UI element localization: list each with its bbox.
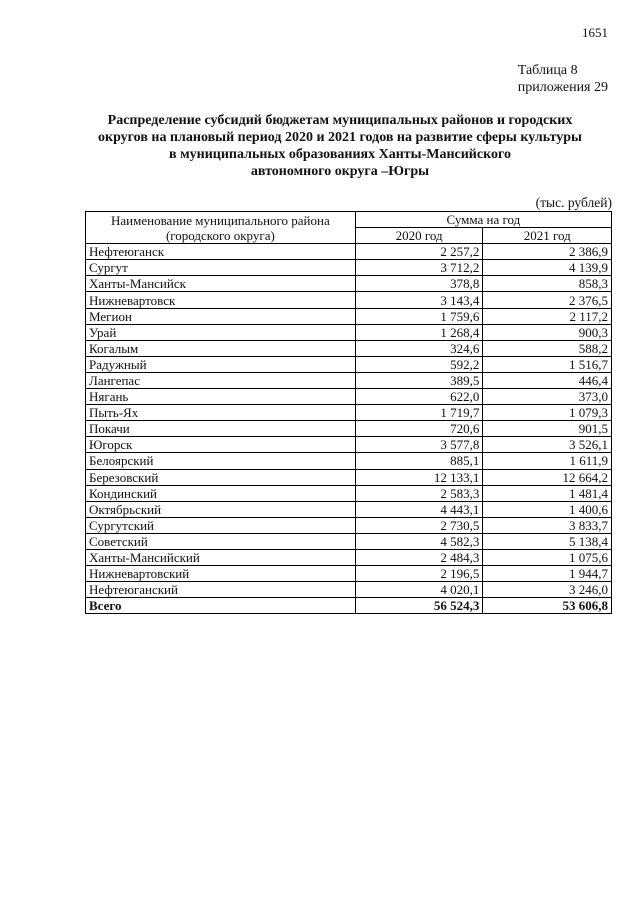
value-2021-cell: 5 138,4 [483, 533, 612, 549]
value-2020-cell: 2 484,3 [355, 549, 483, 565]
table-row [86, 501, 612, 517]
table-row [86, 389, 612, 405]
municipality-name-cell: Березовский [86, 469, 356, 485]
header-name-cell [86, 212, 356, 244]
value-2020-cell: 2 257,2 [355, 244, 483, 260]
municipality-name-cell: Кондинский [86, 485, 356, 501]
value-2021-cell: 1 481,4 [483, 485, 612, 501]
value-2020-cell: 1 268,4 [355, 324, 483, 340]
value-2021-cell: 3 833,7 [483, 517, 612, 533]
municipality-name-cell: Радужный [86, 356, 356, 372]
value-2021-cell: 858,3 [483, 276, 612, 292]
title-line2: округов на плановый период 2020 и 2021 годов на развитие сферы культуры [98, 130, 582, 145]
table-row [86, 549, 612, 565]
value-2020-cell: 3 143,4 [355, 292, 483, 308]
header-name-line1: Наименование муниципального района [111, 212, 330, 228]
table-row [86, 356, 612, 372]
total-label-cell: Всего [86, 598, 356, 614]
header-sum-cell: Сумма на год [355, 212, 611, 228]
table-row [86, 566, 612, 582]
units-label: (тыс. рублей) [535, 195, 612, 210]
table-row [86, 485, 612, 501]
value-2021-cell: 373,0 [483, 389, 612, 405]
municipality-name-cell: Пыть-Ях [86, 405, 356, 421]
municipality-name-cell: Октябрьский [86, 501, 356, 517]
value-2020-cell: 389,5 [355, 372, 483, 388]
municipality-name-cell: Нефтеюганск [86, 244, 356, 260]
municipality-name-cell: Лангепас [86, 372, 356, 388]
value-2021-cell: 1 611,9 [483, 453, 612, 469]
value-2020-cell: 3 712,2 [355, 260, 483, 276]
value-2020-cell: 2 583,3 [355, 485, 483, 501]
municipality-name-cell: Сургут [86, 260, 356, 276]
municipality-name-cell: Нягань [86, 389, 356, 405]
header-year-2021: 2021 год [483, 228, 612, 244]
municipality-name-cell: Когалым [86, 340, 356, 356]
table-row [86, 244, 612, 260]
title-line3: в муниципальных образованиях Ханты-Мансийского [169, 147, 511, 162]
table-row [86, 437, 612, 453]
table-row [86, 308, 612, 324]
table-row [86, 324, 612, 340]
value-2021-cell: 1 944,7 [483, 566, 612, 582]
table-row [86, 582, 612, 598]
value-2021-cell: 588,2 [483, 340, 612, 356]
table-reference-line1: Таблица 8 [517, 63, 578, 78]
municipality-name-cell: Ханты-Мансийск [86, 276, 356, 292]
value-2021-cell: 12 664,2 [483, 469, 612, 485]
value-2020-cell: 324,6 [355, 340, 483, 356]
header-row [86, 212, 612, 228]
table-row [86, 405, 612, 421]
table-reference [518, 62, 608, 96]
value-2021-cell: 900,3 [483, 324, 612, 340]
table-row [86, 340, 612, 356]
header-name-line2: (городского округа) [165, 227, 275, 243]
value-2020-cell: 720,6 [355, 421, 483, 437]
table-row [86, 276, 612, 292]
value-2021-cell: 2 376,5 [483, 292, 612, 308]
value-2021-cell: 901,5 [483, 421, 612, 437]
municipality-name-cell: Урай [86, 324, 356, 340]
value-2020-cell: 2 730,5 [355, 517, 483, 533]
municipality-name-cell: Нижневартовский [86, 566, 356, 582]
title-line4: автономного округа –Югры [250, 164, 430, 179]
municipality-name-cell: Сургутский [86, 517, 356, 533]
municipality-name-cell: Нефтеюганский [86, 582, 356, 598]
value-2021-cell: 3 526,1 [483, 437, 612, 453]
value-2021-cell: 1 400,6 [483, 501, 612, 517]
table-row [86, 421, 612, 437]
value-2020-cell: 4 020,1 [355, 582, 483, 598]
value-2020-cell: 4 443,1 [355, 501, 483, 517]
value-2020-cell: 592,2 [355, 356, 483, 372]
table-body [86, 244, 612, 614]
table-row [86, 292, 612, 308]
value-2021-cell: 1 516,7 [483, 356, 612, 372]
table-row [86, 453, 612, 469]
title-line1: Распределение субсидий бюджетам муниципальных районов и городских [107, 113, 573, 128]
value-2021-cell: 1 079,3 [483, 405, 612, 421]
table-row [86, 469, 612, 485]
value-2020-cell: 4 582,3 [355, 533, 483, 549]
value-2020-cell: 1 719,7 [355, 405, 483, 421]
table-row [86, 372, 612, 388]
value-2021-cell: 1 075,6 [483, 549, 612, 565]
value-2020-cell: 1 759,6 [355, 308, 483, 324]
value-2021-cell: 2 117,2 [483, 308, 612, 324]
total-2020-cell: 56 524,3 [355, 598, 483, 614]
value-2020-cell: 885,1 [355, 453, 483, 469]
table-row [86, 533, 612, 549]
value-2020-cell: 3 577,8 [355, 437, 483, 453]
municipality-name-cell: Югорск [86, 437, 356, 453]
municipality-name-cell: Советский [86, 533, 356, 549]
page-number: 1651 [582, 25, 608, 40]
value-2021-cell: 4 139,9 [483, 260, 612, 276]
value-2020-cell: 378,8 [355, 276, 483, 292]
municipality-name-cell: Нижневартовск [86, 292, 356, 308]
table-reference-line2: приложения 29 [517, 80, 608, 95]
municipality-name-cell: Мегион [86, 308, 356, 324]
document-title [70, 112, 610, 180]
municipality-name-cell: Ханты-Мансийский [86, 549, 356, 565]
value-2020-cell: 2 196,5 [355, 566, 483, 582]
municipality-name-cell: Белоярский [86, 453, 356, 469]
header-year-2020: 2020 год [355, 228, 483, 244]
value-2021-cell: 3 246,0 [483, 582, 612, 598]
value-2021-cell: 2 386,9 [483, 244, 612, 260]
value-2020-cell: 622,0 [355, 389, 483, 405]
value-2020-cell: 12 133,1 [355, 469, 483, 485]
value-2021-cell: 446,4 [483, 372, 612, 388]
table-row [86, 260, 612, 276]
table-row [86, 517, 612, 533]
total-2021-cell: 53 606,8 [483, 598, 612, 614]
municipality-name-cell: Покачи [86, 421, 356, 437]
total-row [86, 598, 612, 614]
subsidy-table [85, 211, 612, 614]
